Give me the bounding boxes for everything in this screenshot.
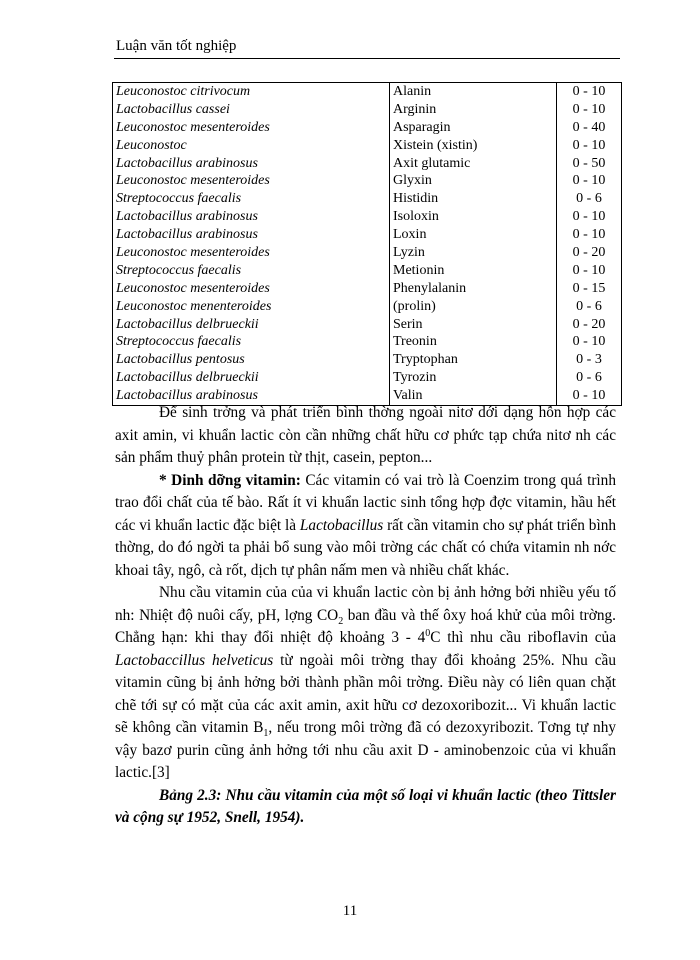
species-cell: Lactobacillus arabinosus <box>113 387 390 405</box>
range-cell: 0 - 10 <box>557 83 622 101</box>
range-cell: 0 - 10 <box>557 172 622 190</box>
amino-acid-cell: Serin <box>390 316 557 334</box>
table-row <box>113 316 622 334</box>
amino-acid-cell: Phenylalanin <box>390 280 557 298</box>
table-row <box>113 119 622 137</box>
amino-acid-cell: Treonin <box>390 333 557 351</box>
table-row <box>113 155 622 173</box>
vitamin-heading: * Dinh dỡng vitamin: <box>159 471 301 489</box>
table-row <box>113 280 622 298</box>
paragraph-vitamin-nutrition: * Dinh dỡng vitamin: Các vitamin có vai trò là Coenzim trong quá trình trao đổi chất của tế bào. Rất ít vi khuẩn lactic sinh tổng hợp đợc vitamin, hầu hết các vi khuẩn lactic đặc biệt là Lactobacillus rất cần vitamin cho sự phát triển bình thờng, do đó ngời ta phải bổ sung vào môi trờng các chất có chứa vitamin nh nớc khoai tây, ngô, cà rốt, dịch tự phân nấm men và nhiều chất khác. <box>115 471 616 579</box>
table-row <box>113 333 622 351</box>
table-row <box>113 298 622 316</box>
table-row <box>113 83 622 101</box>
table-row <box>113 137 622 155</box>
page-header-title: Luận văn tốt nghiệp <box>116 38 237 54</box>
amino-acid-cell: Arginin <box>390 101 557 119</box>
paragraph-amino-acids: Để sinh trởng và phát triển bình thờng ngoài nitơ dới dạng hỗn hợp các axit amin, vi khuẩn lactic còn cần những chất hữu cơ phức tạp chứa nitơ nh các sản phẩm thuỷ phân protein từ thịt, casein, pepton... <box>115 404 616 466</box>
paragraph-vitamin-factors: Nhu cầu vitamin của của vi khuẩn lactic còn bị ảnh hởng bởi nhiều yếu tố nh: Nhiệt độ nuôi cấy, pH, lợng $CO_2$ ban đầu và thế ôxy hoá khử của môi trờng. Chẳng hạn: khi thay đổi nhiệt độ khoảng $3 - 4^0C$ thì nhu cầu riboflavin của Lactobaccillus helveticus từ ngoài môi trờng thay đổi khoảng 25%. Nhu cầu vitamin cũng bị ảnh hởng bởi thành phần môi trờng. Điều này có liên quan chặt chẽ tới sự có mặt của các axit amin, axit hữu cơ dezoxoribozit... Vi khuẩn lactic sẽ không cần vitamin $B_1$, nếu trong môi trờng đã có dezoxyribozit. Tơng tự nhy vậy bazơ purin cũng ảnh hởng tới nhu cầu axit D - aminobenzoic của vi khuẩn lactic.[3] <box>115 584 616 781</box>
species-cell: Lactobacillus delbrueckii <box>113 316 390 334</box>
amino-acid-cell: Metionin <box>390 262 557 280</box>
species-cell: Leuconostoc mesenteroides <box>113 119 390 137</box>
range-cell: 0 - 6 <box>557 190 622 208</box>
table-row <box>113 226 622 244</box>
range-cell: 0 - 6 <box>557 369 622 387</box>
page-number: 11 <box>342 903 358 919</box>
range-cell: 0 - 10 <box>557 137 622 155</box>
species-cell: Leuconostoc menenteroides <box>113 298 390 316</box>
amino-acid-cell: Axit glutamic <box>390 155 557 173</box>
range-cell: 0 - 10 <box>557 262 622 280</box>
amino-acid-cell: Tyrozin <box>390 369 557 387</box>
species-cell: Streptococcus faecalis <box>113 262 390 280</box>
amino-acid-cell: Asparagin <box>390 119 557 137</box>
table-row <box>113 244 622 262</box>
species-cell: Leuconostoc mesenteroides <box>113 172 390 190</box>
range-cell: 0 - 10 <box>557 333 622 351</box>
amino-acid-cell: Histidin <box>390 190 557 208</box>
range-cell: 0 - 3 <box>557 351 622 369</box>
table-row <box>113 208 622 226</box>
amino-acid-cell: Loxin <box>390 226 557 244</box>
species-cell: Lactobacillus arabinosus <box>113 226 390 244</box>
species-cell: Lactobacillus delbrueckii <box>113 369 390 387</box>
range-cell: 0 - 10 <box>557 208 622 226</box>
range-cell: 0 - 50 <box>557 155 622 173</box>
amino-acid-requirement-table <box>112 82 622 406</box>
range-cell: 0 - 10 <box>557 387 622 405</box>
table-row <box>113 262 622 280</box>
range-cell: 0 - 6 <box>557 298 622 316</box>
species-cell: Leuconostoc citrivocum <box>113 83 390 101</box>
range-cell: 0 - 10 <box>557 226 622 244</box>
table-row <box>113 101 622 119</box>
species-cell: Lactobacillus arabinosus <box>113 208 390 226</box>
species-cell: Lactobacillus arabinosus <box>113 155 390 173</box>
species-cell: Streptococcus faecalis <box>113 190 390 208</box>
header-rule <box>114 58 620 59</box>
species-cell: Streptococcus faecalis <box>113 333 390 351</box>
amino-acid-cell: (prolin) <box>390 298 557 316</box>
amino-acid-cell: Tryptophan <box>390 351 557 369</box>
amino-acid-cell: Lyzin <box>390 244 557 262</box>
range-cell: 0 - 10 <box>557 101 622 119</box>
table-row <box>113 369 622 387</box>
amino-acid-cell: Xistein (xistin) <box>390 137 557 155</box>
range-cell: 0 - 15 <box>557 280 622 298</box>
amino-acid-cell: Alanin <box>390 83 557 101</box>
amino-acid-cell: Valin <box>390 387 557 405</box>
amino-acid-cell: Isoloxin <box>390 208 557 226</box>
species-cell: Lactobacillus cassei <box>113 101 390 119</box>
body-text <box>115 402 616 830</box>
table-row <box>113 190 622 208</box>
range-cell: 0 - 20 <box>557 244 622 262</box>
species-cell: Leuconostoc <box>113 137 390 155</box>
table-row <box>113 351 622 369</box>
species-cell: Lactobacillus pentosus <box>113 351 390 369</box>
species-cell: Leuconostoc mesenteroides <box>113 280 390 298</box>
table-caption: Bảng 2.3: Nhu cầu vitamin của một số loại vi khuẩn lactic (theo Tittsler và cộng sự 1952, Snell, 1954). <box>115 786 616 826</box>
species-cell: Leuconostoc mesenteroides <box>113 244 390 262</box>
range-cell: 0 - 40 <box>557 119 622 137</box>
table-row <box>113 172 622 190</box>
range-cell: 0 - 20 <box>557 316 622 334</box>
amino-acid-cell: Glyxin <box>390 172 557 190</box>
